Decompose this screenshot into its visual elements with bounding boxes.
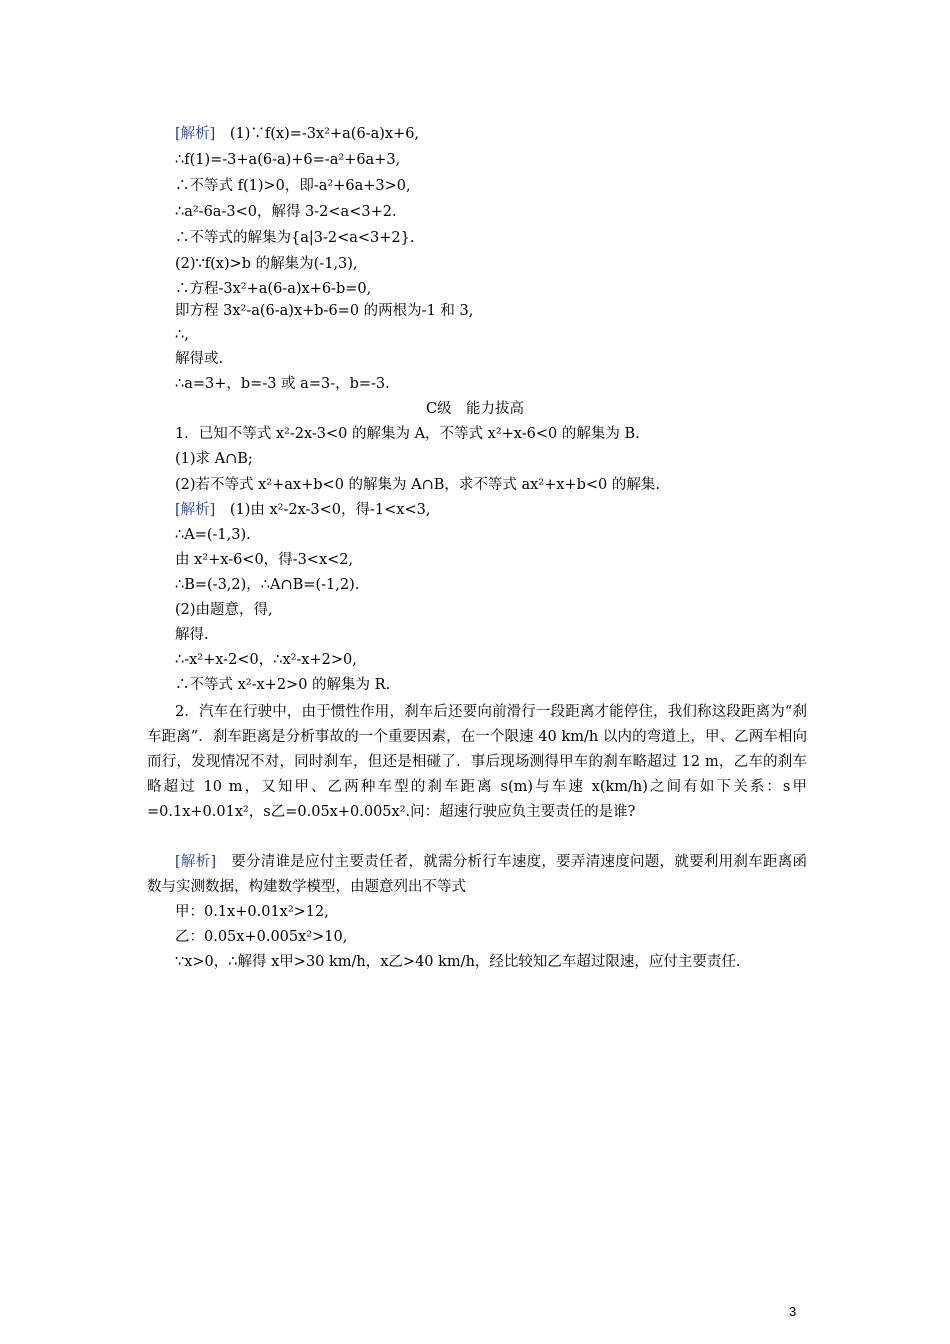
- solution-line-5: ∴不等式的解集为{a|3-2<a<3+2}.: [175, 230, 415, 246]
- solution-line-6: (2)∵f(x)>b 的解集为(-1,3),: [175, 256, 358, 272]
- problem-1-part-1: (1)求 A∩B;: [175, 451, 253, 467]
- problem-1-answer-line-7: ∴-x²+x-2<0，∴x²-x+2>0,: [175, 652, 357, 668]
- solution-text: 要分清谁是应付主要责任者，就需分析行车速度，要弄清速度问题，就要利用刹车距离函数与实测数据，构建数学模型，由题意列出不等式: [147, 854, 807, 895]
- solution-line-2: ∴f(1)=-3+a(6-a)+6=-a²+6a+3,: [175, 152, 401, 168]
- solution-text: (1)∵f(x)=-3x²+a(6-a)x+6,: [229, 126, 420, 142]
- solution-text: (1)由 x²-2x-3<0，得-1<x<3,: [229, 502, 431, 518]
- page-number: 3: [789, 1304, 797, 1319]
- problem-2-conclusion: ∵x>0，∴解得 x甲>30 km/h，x乙>40 km/h，经比较知乙车超过限速，应付主要责任.: [175, 954, 741, 970]
- solution-tag: [解析]: [175, 854, 217, 870]
- problem-1-part-2: (2)若不等式 x²+ax+b<0 的解集为 A∩B，求不等式 ax²+x+b<0 的解集.: [175, 477, 661, 493]
- section-heading: C级 能力拔高: [425, 401, 525, 417]
- problem-1-answer-line-5: (2)由题意，得,: [175, 602, 273, 618]
- solution-line-7: ∴方程-3x²+a(6-a)x+6-b=0,: [175, 281, 372, 297]
- solution-line-4: ∴a²-6a-3<0，解得 3-2<a<3+2.: [175, 204, 397, 220]
- problem-1-answer-line-4: ∴B=(-3,2)，∴A∩B=(-1,2).: [175, 577, 360, 593]
- problem-1-statement: 1．已知不等式 x²-2x-3<0 的解集为 A，不等式 x²+x-6<0 的解集为 B.: [175, 426, 640, 442]
- solution-line-1: [175, 124, 419, 144]
- problem-2-statement: 2．汽车在行驶中，由于惯性作用，刹车后还要向前滑行一段距离才能停住，我们称这段距离为“刹车距离”．刹车距离是分析事故的一个重要因素，在一个限速 40 km/h 以内的弯道上，甲、乙两车相向而行，发现情况不对，同时刹车，但还是相碰了．事后现场测得甲车的刹车略超过 12 m，乙车的刹车略超过 10 m，又知甲、乙两种车型的刹车距离 s(m)与车速 x(km/h)之间有如下关系：s甲=0.1x+0.01x²，s乙=0.05x+0.005x².问：超速行驶应负主要责任的是谁?: [147, 704, 807, 820]
- solution-line-11: ∴a=3+，b=-3 或 a=3-，b=-3.: [175, 376, 390, 392]
- problem-1-answer-line-3: 由 x²+x-6<0，得-3<x<2,: [175, 552, 354, 568]
- problem-1-answer-line-6: 解得.: [175, 627, 209, 643]
- problem-1-answer-line-1: [175, 500, 430, 520]
- solution-tag: [解析]: [175, 502, 216, 518]
- solution-line-9: ∴,: [175, 327, 189, 343]
- solution-line-10: 解得或.: [175, 351, 224, 367]
- solution-line-8: 即方程 3x²-a(6-a)x+b-6=0 的两根为-1 和 3,: [175, 303, 474, 319]
- problem-2-inequality-2: 乙：0.05x+0.005x²>10,: [175, 929, 348, 945]
- problem-2-inequality-1: 甲：0.1x+0.01x²>12,: [175, 904, 329, 920]
- problem-2-answer: [147, 850, 807, 900]
- solution-line-3: ∴不等式 f(1)>0，即-a²+6a+3>0,: [175, 178, 411, 194]
- problem-1-answer-line-2: ∴A=(-1,3).: [175, 527, 251, 543]
- solution-tag: [解析]: [175, 126, 216, 142]
- problem-1-answer-line-8: ∴不等式 x²-x+2>0 的解集为 R.: [175, 677, 391, 693]
